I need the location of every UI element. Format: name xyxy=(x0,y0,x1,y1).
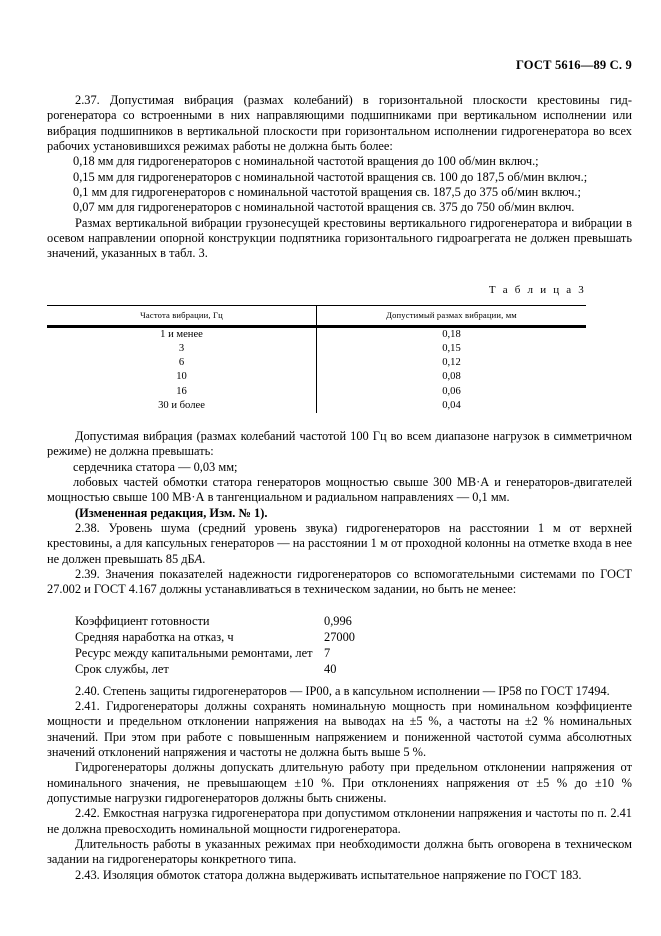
table-header-frequency: Частота вибрации, Гц xyxy=(47,306,317,327)
table-row xyxy=(47,370,586,384)
cell-frequency: 30 и более xyxy=(47,399,317,413)
reliability-row xyxy=(75,613,444,629)
paragraph-2-38-text: 2.38. Уровень шума (средний уровень звука) гидрогенераторов на расстоянии 1 м от верхней крестовины, а для капсульных генераторов — на расстоянии 1 м от проходной колонны на отметке входа в нее не должен превышать 85 дБ xyxy=(47,521,632,566)
paragraph-2-42: 2.42. Емкостная нагрузка гидрогенератора при допустимом отклонении напряжения и частоты по п. 2.41 не должна превосходить номинальной мощности гидрогенератора. xyxy=(47,806,632,836)
table-vibration-limits xyxy=(47,305,586,413)
vibration-limit-item-3: 0,1 мм для гидрогенераторов с номинальной частотой вращения св. 187,5 до 375 об/мин включ.; xyxy=(73,185,581,200)
document-body xyxy=(47,93,632,883)
table-row xyxy=(47,356,586,370)
reliability-label: Ресурс между капитальными ремонтами, лет xyxy=(75,646,313,661)
paragraph-2-39: 2.39. Значения показателей надежности гидрогенераторов со вспомогательными системами по ГОСТ 27.002 и ГОСТ 4.167 должны устанавливаться в техническом задании, но быть не менее: xyxy=(47,567,632,597)
reliability-row xyxy=(75,661,444,677)
reliability-value: 0,996 xyxy=(324,613,352,628)
paragraph-2-38-period: . xyxy=(202,551,206,566)
noise-unit-italic: А xyxy=(194,551,203,566)
cell-frequency: 3 xyxy=(47,342,317,356)
amended-edition-note: (Измененная редакция, Изм. № 1). xyxy=(75,505,268,520)
cell-amplitude: 0,06 xyxy=(442,385,461,397)
reliability-value: 7 xyxy=(324,646,331,661)
cell-amplitude: 0,04 xyxy=(442,399,461,411)
cell-amplitude: 0,12 xyxy=(442,357,461,369)
reliability-label: Срок службы, лет xyxy=(75,662,169,677)
table-header-row xyxy=(47,306,586,327)
cell-amplitude: 0,18 xyxy=(442,328,461,340)
table-row xyxy=(47,385,586,399)
after-table-item-2: лобовых частей обмотки статора генераторов мощностью свыше 300 МВ·А и генераторов-двигателей мощностью свыше 100 МВ·А в тангенциальном и радиальном направлениях — 0,1 мм. xyxy=(47,475,632,505)
reliability-label: Коэффициент готовности xyxy=(75,613,210,628)
cell-amplitude: 0,08 xyxy=(442,371,461,383)
paragraph-after-table-intro: Допустимая вибрация (размах колебаний частотой 100 Гц во всем диапазоне нагрузок в симметричном режиме) не должна превышать: xyxy=(47,429,632,459)
paragraph-2-41-continued: Гидрогенераторы должны допускать длительную работу при предельном отклонении напряжения от номинального значения, не превышающем ±10 %. При отклонениях напряжения от ±5 % до ±10 % допустимые нагрузки гидрогенераторов должны быть снижены. xyxy=(47,760,632,805)
cell-frequency: 1 и менее xyxy=(47,326,317,342)
cell-frequency: 10 xyxy=(47,370,317,384)
table-header-amplitude: Допустимый размах вибрации, мм xyxy=(317,306,587,327)
paragraph-2-40: 2.40. Степень защиты гидрогенераторов — IP00, а в капсульном исполнении — IP58 по ГОСТ 17494. xyxy=(75,683,610,698)
paragraph-2-37-tail: Размах вертикальной вибрации грузонесущей крестовины вертикального гидрогенератора и вибрации в осевом направлении опорной конструкции подпятника горизонтального гидроагрегата не должен превышать значений, указанных в табл. 3. xyxy=(47,215,632,261)
reliability-value: 27000 xyxy=(324,629,355,644)
reliability-value: 40 xyxy=(324,662,337,677)
vibration-limit-item-2: 0,15 мм для гидрогенераторов с номинальной частотой вращения св. 100 до 187,5 об/мин включ.; xyxy=(73,169,588,184)
after-table-item-1: сердечника статора — 0,03 мм; xyxy=(73,459,238,474)
table-row xyxy=(47,399,586,413)
cell-frequency: 6 xyxy=(47,356,317,370)
paragraph-2-38 xyxy=(47,521,632,567)
table-row xyxy=(47,326,586,342)
reliability-row xyxy=(75,629,444,645)
vibration-limit-item-1: 0,18 мм для гидрогенераторов с номинальной частотой вращения до 100 об/мин включ.; xyxy=(73,154,539,169)
table-row xyxy=(47,342,586,356)
paragraph-2-43: 2.43. Изоляция обмоток статора должна выдерживать испытательное напряжение по ГОСТ 183. xyxy=(75,867,582,882)
reliability-label: Средняя наработка на отказ, ч xyxy=(75,629,234,644)
page-header: ГОСТ 5616—89 С. 9 xyxy=(515,58,632,72)
paragraph-2-42-continued: Длительность работы в указанных режимах при необходимости должна быть оговорена в техническом задании на гидрогенераторы конкретного типа. xyxy=(47,837,632,867)
vibration-limit-item-4: 0,07 мм для гидрогенераторов с номинальной частотой вращения св. 375 до 750 об/мин включ. xyxy=(73,200,575,215)
paragraph-2-41: 2.41. Гидрогенераторы должны сохранять номинальную мощность при номинальном коэффициенте мощности и предельном отклонении напряжения на выводах на ±5 %, а частоты на ±2 % номинальных значений. При этом при работе с повышенным напряжением и пониженной частотой сумма абсолютных значений отклонений напряжения и частоты не должна быть выше 5 %. xyxy=(47,698,632,759)
cell-frequency: 16 xyxy=(47,385,317,399)
reliability-row xyxy=(75,645,444,661)
reliability-parameters-table xyxy=(75,613,444,678)
cell-amplitude: 0,15 xyxy=(442,342,461,354)
paragraph-2-37: 2.37. Допустимая вибрация (размах колебаний) в горизонтальной плоскости крестовины гидрогенератора со встроенными в них направляющими подшипниками при вертикальном исполнении или вибрация подшипников в вертикальной плоскости при горизонтальном исполнении гидрогенератора во всех рабочих установившихся режимах работы не должна быть более: xyxy=(47,93,632,154)
table-caption: Т а б л и ц а 3 xyxy=(488,283,586,296)
